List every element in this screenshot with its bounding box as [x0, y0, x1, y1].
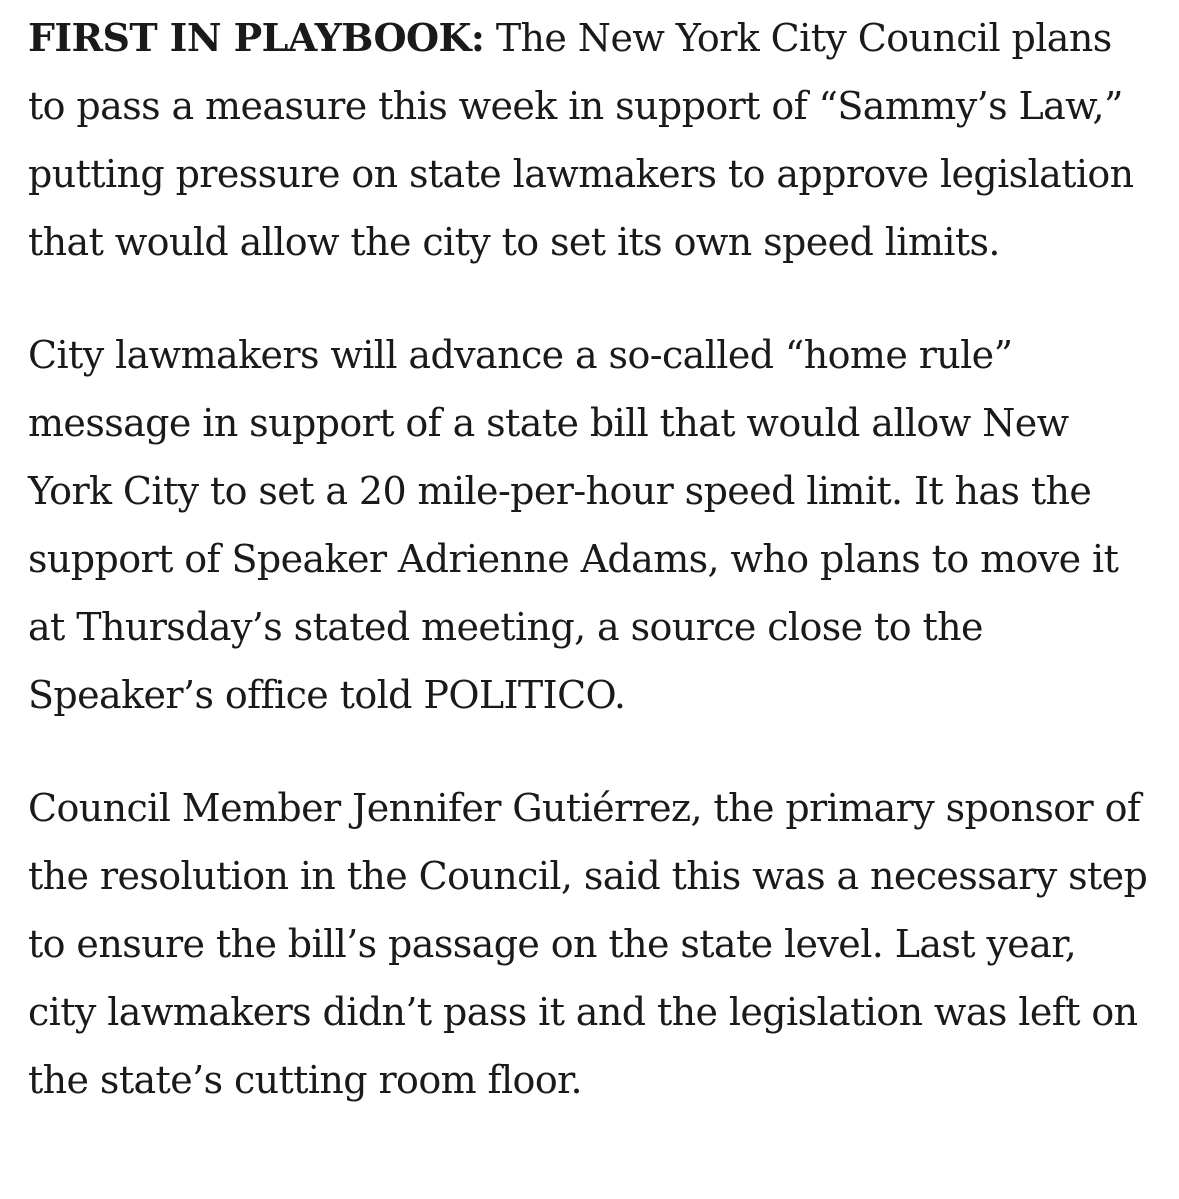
paragraph-2-text: City lawmakers will advance a so-called “home rule” message in support of a state bill that would allow New York City to set a 20 mile-per-hour speed limit. It has the support of Speaker Adrienne Adams, who plans to move it at Thursday’s stated meeting, a source close to the Speaker’s office told POLITICO.	[28, 333, 1119, 717]
paragraph-1-text: The New York City Council plans to pass a measure this week in support of “Sammy’s Law,” putting pressure on state lawmakers to approve legislation that would allow the city to set its own speed limits.	[28, 16, 1134, 264]
paragraph-1	[28, 4, 1153, 276]
paragraph-3	[28, 774, 1153, 1114]
paragraph-3-text: Council Member Jennifer Gutiérrez, the primary sponsor of the resolution in the Council, said this was a necessary step to ensure the bill’s passage on the state level. Last year, city lawmakers didn’t pass it and the legislation was left on the state’s cutting room floor.	[28, 786, 1148, 1102]
lead-label: FIRST IN PLAYBOOK:	[28, 15, 485, 60]
paragraph-2	[28, 321, 1153, 729]
